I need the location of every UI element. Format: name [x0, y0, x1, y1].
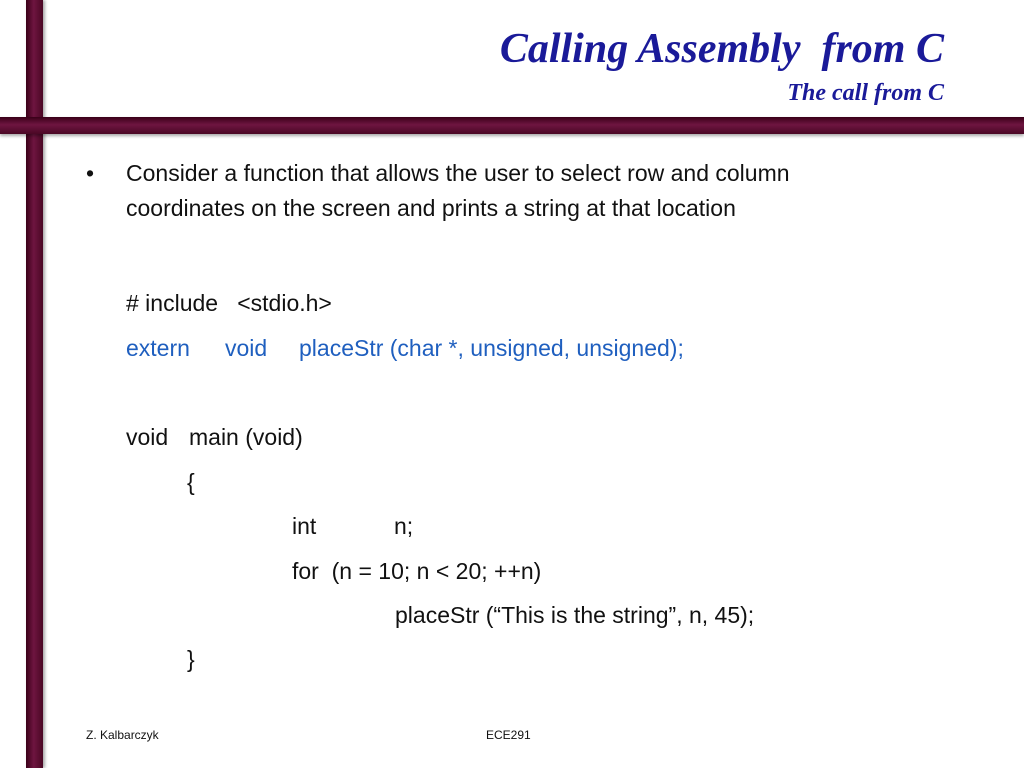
code-extern-keyword: extern: [126, 335, 190, 361]
code-close-brace: }: [187, 646, 195, 672]
footer-author: Z. Kalbarczyk: [86, 728, 159, 742]
code-for-line: for (n = 10; n < 20; ++n): [292, 558, 542, 584]
code-extern-void: void: [225, 335, 268, 361]
bullet-text-line1: Consider a function that allows the user to select row and column: [126, 160, 790, 186]
code-open-brace: {: [187, 469, 195, 495]
code-call-line: placeStr (“This is the string”, n, 45);: [395, 602, 755, 628]
slide-subtitle: The call from C: [787, 80, 944, 106]
code-main-void: void: [126, 424, 169, 450]
code-include-line: # include <stdio.h>: [126, 290, 332, 316]
vertical-accent-bar: [26, 0, 43, 768]
code-extern-declaration: placeStr (char *, unsigned, unsigned);: [299, 335, 684, 361]
horizontal-accent-bar: [0, 117, 1024, 134]
slide-title: Calling Assembly from C: [499, 26, 944, 72]
code-int-variable: n;: [394, 513, 414, 539]
bullet-text-line2: coordinates on the screen and prints a string at that location: [126, 195, 736, 221]
footer-course: ECE291: [486, 728, 531, 742]
bullet-icon: •: [86, 160, 95, 186]
code-int-keyword: int: [292, 513, 317, 539]
code-main-signature: main (void): [189, 424, 303, 450]
